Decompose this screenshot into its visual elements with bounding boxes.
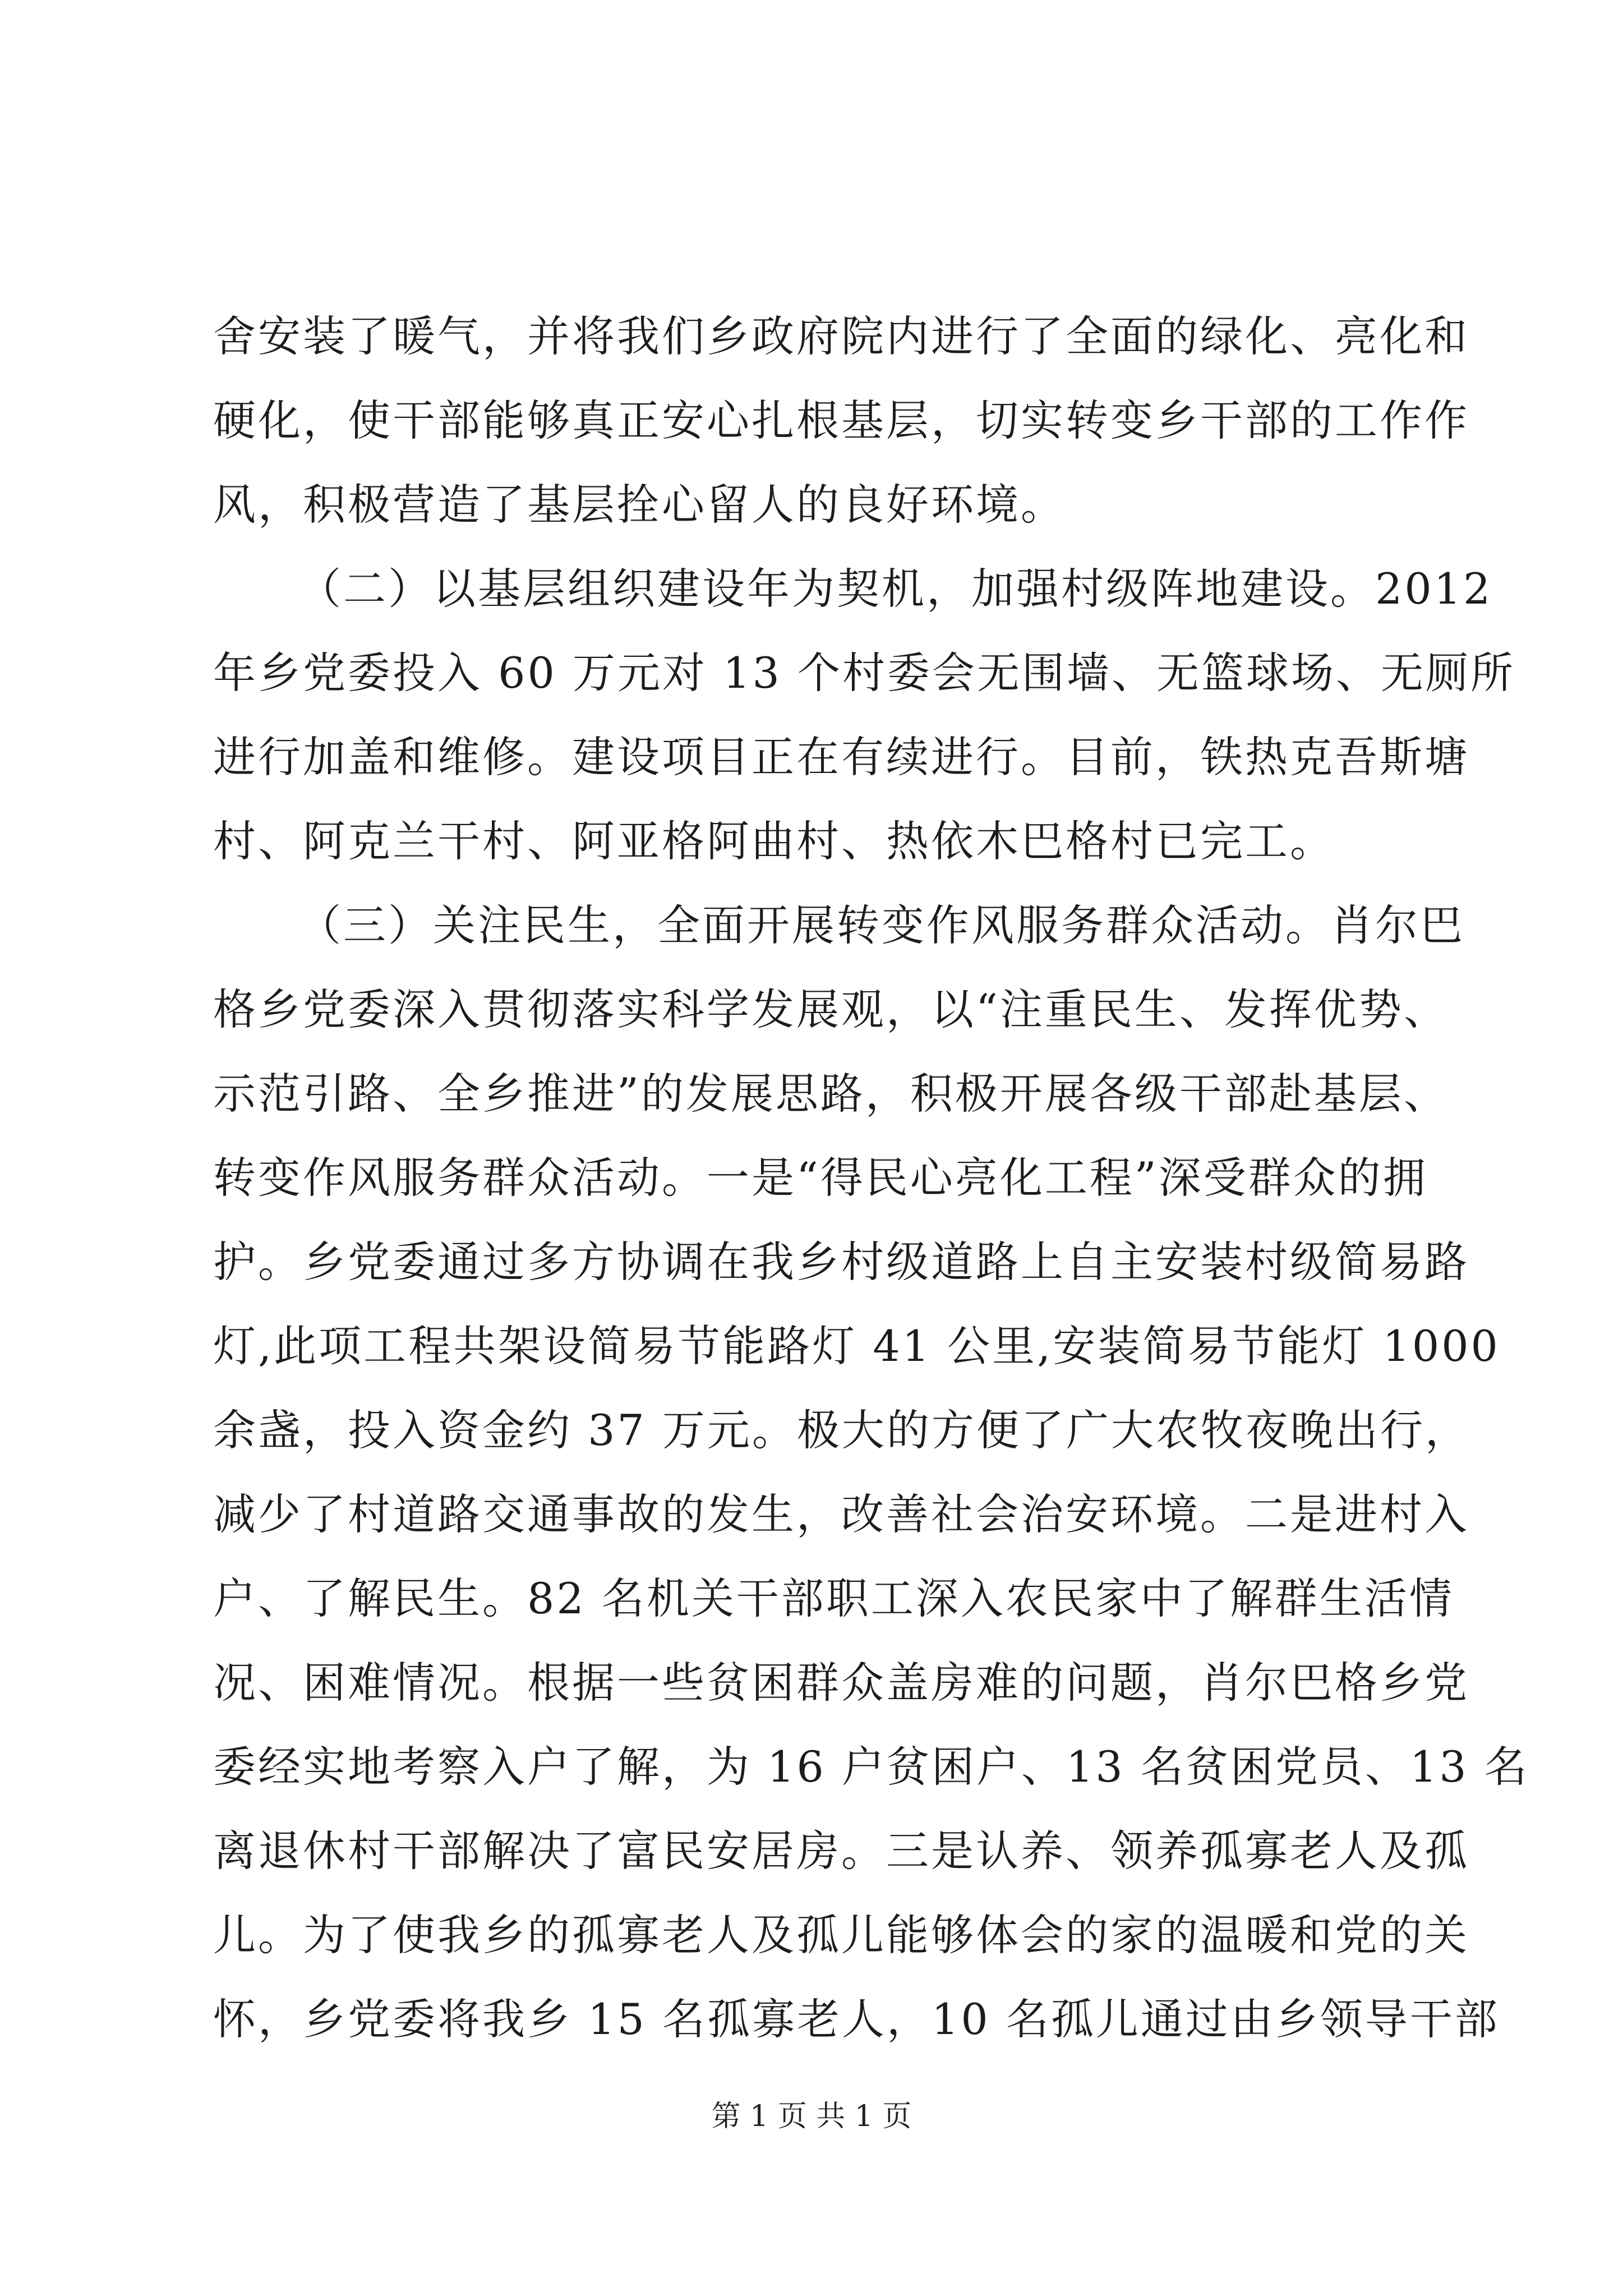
text-line: 灯,此项工程共架设简易节能路灯 41 公里,安装简易节能灯 1000 <box>213 1321 1500 1371</box>
text-line: 进行加盖和维修。建设项目正在有续进行。目前，铁热克吾斯塘 <box>213 732 1469 782</box>
body-text <box>213 295 1529 2062</box>
text-line: （二）以基层组织建设年为契机，加强村级阵地建设。2012 <box>298 564 1493 614</box>
text-line: 村、阿克兰干村、阿亚格阿曲村、热依木巴格村已完工。 <box>213 816 1335 866</box>
text-line: 风，积极营造了基层拴心留人的良好环境。 <box>213 480 1066 530</box>
text-line: 况、困难情况。根据一些贫困群众盖房难的问题，肖尔巴格乡党 <box>213 1658 1469 1708</box>
text-line: 怀，乡党委将我乡 15 名孤寡老人，10 名孤儿通过由乡领导干部 <box>213 1994 1500 2044</box>
text-line: 减少了村道路交通事故的发生，改善社会治安环境。二是进村入 <box>213 1489 1469 1539</box>
text-line: （三）关注民生，全面开展转变作风服务群众活动。肖尔巴 <box>298 900 1465 950</box>
text-line: 儿。为了使我乡的孤寡老人及孤儿能够体会的家的温暖和党的关 <box>213 1910 1469 1960</box>
text-line: 硬化，使干部能够真正安心扎根基层，切实转变乡干部的工作作 <box>213 395 1469 445</box>
text-line: 余盏，投入资金约 37 万元。极大的方便了广大农牧夜晚出行， <box>213 1405 1470 1455</box>
text-line: 格乡党委深入贯彻落实科学发展观，以“注重民生、发挥优势、 <box>213 984 1449 1034</box>
text-line: 离退休村干部解决了富民安居房。三是认养、领养孤寡老人及孤 <box>213 1826 1469 1876</box>
page-number: 第 1 页 共 1 页 <box>711 2100 912 2133</box>
text-line: 舍安装了暖气，并将我们乡政府院内进行了全面的绿化、亮化和 <box>213 311 1469 361</box>
text-line: 户、了解民生。82 名机关干部职工深入农民家中了解群生活情 <box>213 1573 1454 1623</box>
text-line: 护。乡党委通过多方协调在我乡村级道路上自主安装村级简易路 <box>213 1237 1469 1287</box>
page-footer <box>0 2092 1623 2134</box>
text-line: 示范引路、全乡推进”的发展思路，积极开展各级干部赴基层、 <box>213 1069 1449 1119</box>
text-line: 年乡党委投入 60 万元对 13 个村委会无围墙、无篮球场、无厕所 <box>213 648 1516 698</box>
text-line: 转变作风服务群众活动。一是“得民心亮化工程”深受群众的拥 <box>213 1153 1428 1203</box>
text-line: 委经实地考察入户了解，为 16 户贫困户、13 名贫困党员、13 名 <box>213 1742 1529 1792</box>
